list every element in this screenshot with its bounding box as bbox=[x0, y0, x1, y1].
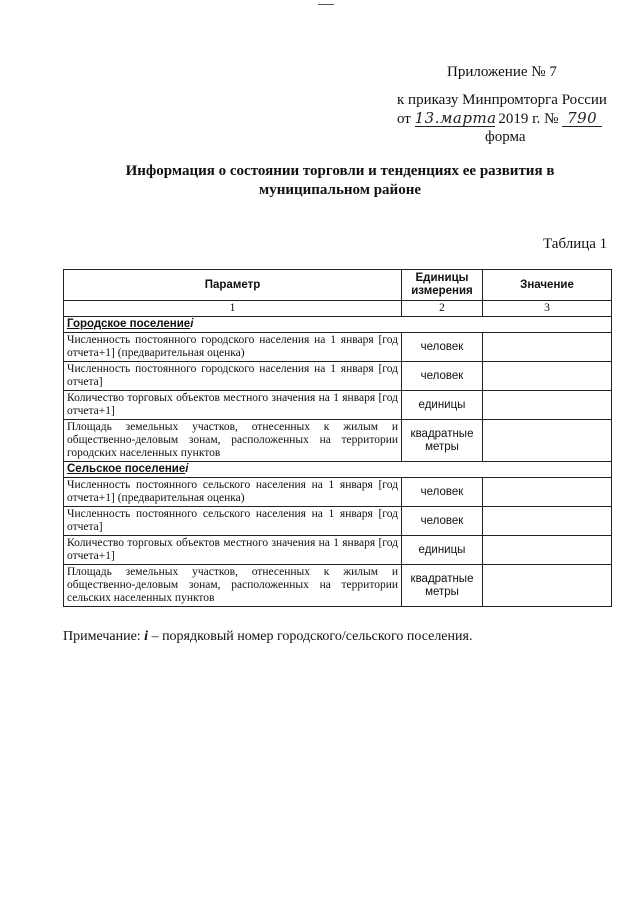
table-row bbox=[64, 420, 612, 462]
section-title: Сельское поселение bbox=[67, 463, 186, 475]
param-cell: Количество торговых объектов местного значения на 1 января [год отчета+1] bbox=[64, 536, 402, 565]
table-row bbox=[64, 536, 612, 565]
section-row-urban bbox=[64, 317, 612, 333]
col-number: 2 bbox=[402, 301, 483, 317]
col-number: 1 bbox=[64, 301, 402, 317]
param-cell: Численность постоянного сельского населения на 1 января [год отчета] bbox=[64, 507, 402, 536]
value-cell[interactable] bbox=[483, 536, 612, 565]
value-cell[interactable] bbox=[483, 420, 612, 462]
appendix-number: Приложение № 7 bbox=[447, 64, 557, 80]
table-row bbox=[64, 507, 612, 536]
unit-cell: квадратные метры bbox=[402, 420, 483, 462]
note-symbol: i bbox=[144, 629, 149, 644]
section-title: Городское поселение bbox=[67, 318, 191, 330]
section-index-mark: i bbox=[185, 463, 189, 475]
note-text: – порядковый номер городского/сельского поселения. bbox=[151, 629, 473, 644]
order-year: 2019 г. bbox=[498, 111, 541, 127]
unit-cell: человек bbox=[402, 333, 483, 362]
param-cell: Численность постоянного сельского населения на 1 января [год отчета+1] (предварительная оценка) bbox=[64, 478, 402, 507]
table-row bbox=[64, 333, 612, 362]
param-cell: Количество торговых объектов местного значения на 1 января [год отчета+1] bbox=[64, 391, 402, 420]
table-row bbox=[64, 565, 612, 607]
page-top-mark bbox=[318, 4, 334, 5]
unit-cell: квадратные метры bbox=[402, 565, 483, 607]
table-header-row bbox=[64, 270, 612, 301]
form-label: форма bbox=[485, 129, 526, 145]
number-prefix: № bbox=[544, 111, 559, 127]
from-prefix: от bbox=[397, 111, 411, 127]
handwritten-number: 790 bbox=[562, 111, 602, 127]
param-cell: Численность постоянного городского населения на 1 января [год отчета] bbox=[64, 362, 402, 391]
document-title: Информация о состоянии торговли и тенденциях ее развития в муниципальном районе bbox=[125, 163, 555, 198]
value-cell[interactable] bbox=[483, 333, 612, 362]
param-cell: Площадь земельных участков, отнесенных к жилым и общественно-деловым зонам, расположенных на территории сельских населенных пунктов bbox=[64, 565, 402, 607]
section-row-rural bbox=[64, 462, 612, 478]
unit-cell: единицы bbox=[402, 391, 483, 420]
column-number-row bbox=[64, 301, 612, 317]
unit-cell: человек bbox=[402, 478, 483, 507]
col-number: 3 bbox=[483, 301, 612, 317]
table-row bbox=[64, 362, 612, 391]
value-cell[interactable] bbox=[483, 565, 612, 607]
param-cell: Численность постоянного городского населения на 1 января [год отчета+1] (предварительная оценка) bbox=[64, 333, 402, 362]
footnote bbox=[63, 629, 472, 645]
header-unit: Единицы измерения bbox=[402, 270, 483, 301]
unit-cell: человек bbox=[402, 507, 483, 536]
value-cell[interactable] bbox=[483, 507, 612, 536]
order-reference: к приказу Минпромторга России bbox=[397, 92, 607, 108]
value-cell[interactable] bbox=[483, 478, 612, 507]
table-label: Таблица 1 bbox=[543, 236, 608, 252]
param-cell: Площадь земельных участков, отнесенных к жилым и общественно-деловым зонам, расположенных на территории городских населенных пунктов bbox=[64, 420, 402, 462]
table-row bbox=[64, 391, 612, 420]
unit-cell: единицы bbox=[402, 536, 483, 565]
header-value: Значение bbox=[483, 270, 612, 301]
note-prefix: Примечание: bbox=[63, 629, 141, 644]
unit-cell: человек bbox=[402, 362, 483, 391]
order-date-line bbox=[397, 111, 602, 128]
header-param: Параметр bbox=[64, 270, 402, 301]
handwritten-date: 13.марта bbox=[414, 109, 497, 127]
value-cell[interactable] bbox=[483, 362, 612, 391]
data-table bbox=[63, 269, 612, 607]
section-index-mark: i bbox=[190, 318, 194, 330]
value-cell[interactable] bbox=[483, 391, 612, 420]
table-row bbox=[64, 478, 612, 507]
